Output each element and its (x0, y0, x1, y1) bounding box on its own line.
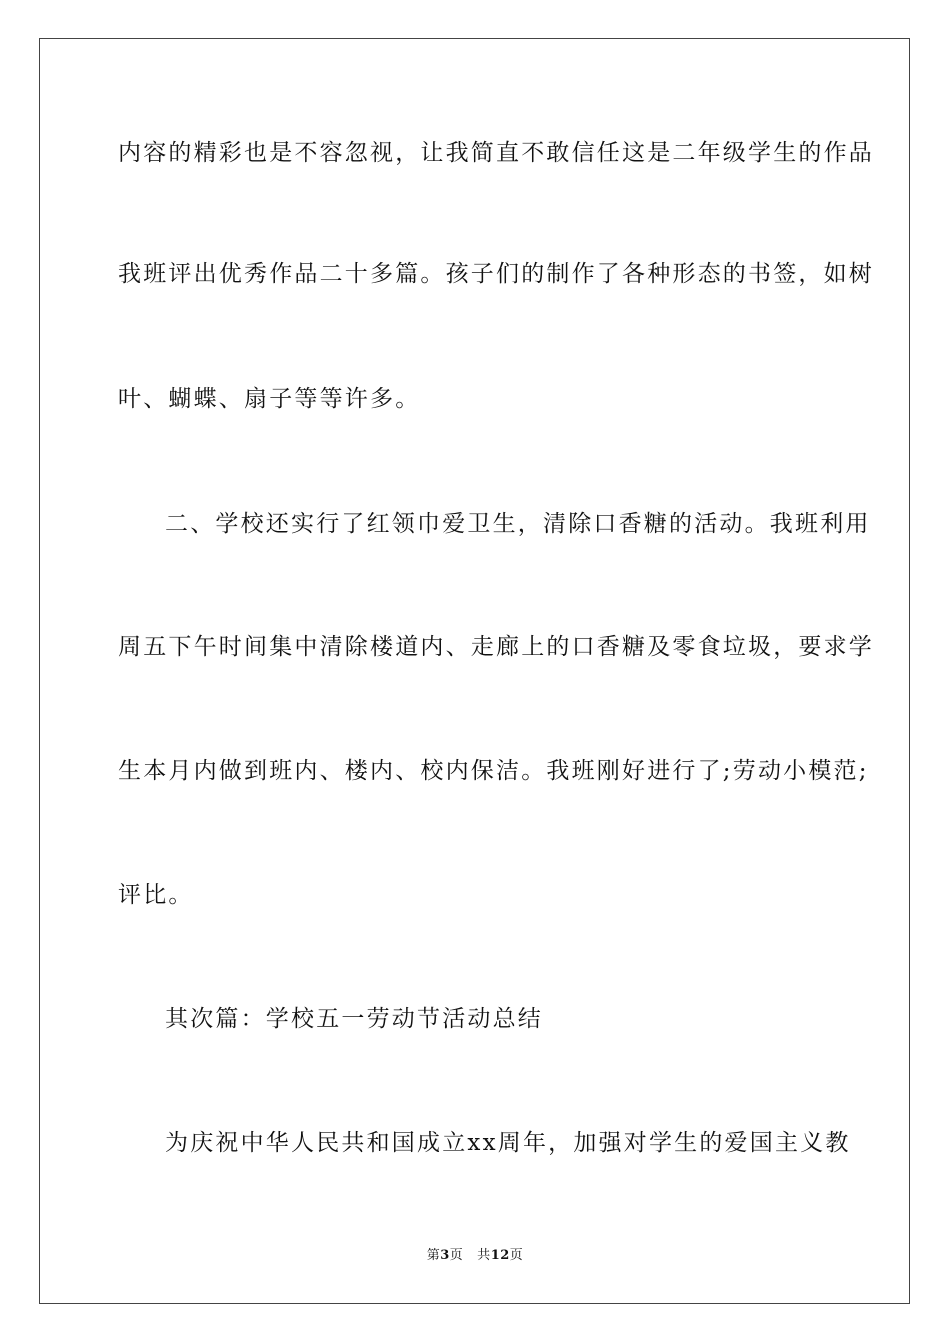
page-prefix: 第 (426, 1248, 441, 1263)
page-number: 3 (440, 1248, 450, 1263)
page-border (39, 38, 910, 1304)
total-prefix: 共 (477, 1248, 491, 1263)
section-heading: 其次篇：学校五一劳动节活动总结 (165, 1006, 543, 1032)
total-suffix: 页 (509, 1248, 524, 1263)
paragraph-start-line: 为庆祝中华人民共和国成立xx周年，加强对学生的爱国主义教 (165, 1130, 851, 1156)
body-text-line: 评比。 (118, 882, 194, 908)
body-text-line: 内容的精彩也是不容忽视，让我简直不敢信任这是二年级学生的作品 (118, 140, 874, 166)
total-pages: 12 (490, 1248, 510, 1263)
body-text-line: 叶、蝴蝶、扇子等等许多。 (118, 386, 421, 412)
body-text-line: 周五下午时间集中清除楼道内、走廊上的口香糖及零食垃圾，要求学 (118, 634, 874, 660)
paragraph-start-line: 二、学校还实行了红领巾爱卫生，清除口香糖的活动。我班利用 (165, 511, 871, 537)
body-text-line: 我班评出优秀作品二十多篇。孩子们的制作了各种形态的书签，如树 (118, 261, 874, 287)
page-suffix: 页 (449, 1248, 464, 1263)
body-text-line: 生本月内做到班内、楼内、校内保洁。我班刚好进行了;劳动小模范; (118, 758, 869, 784)
page-footer (0, 1247, 950, 1265)
